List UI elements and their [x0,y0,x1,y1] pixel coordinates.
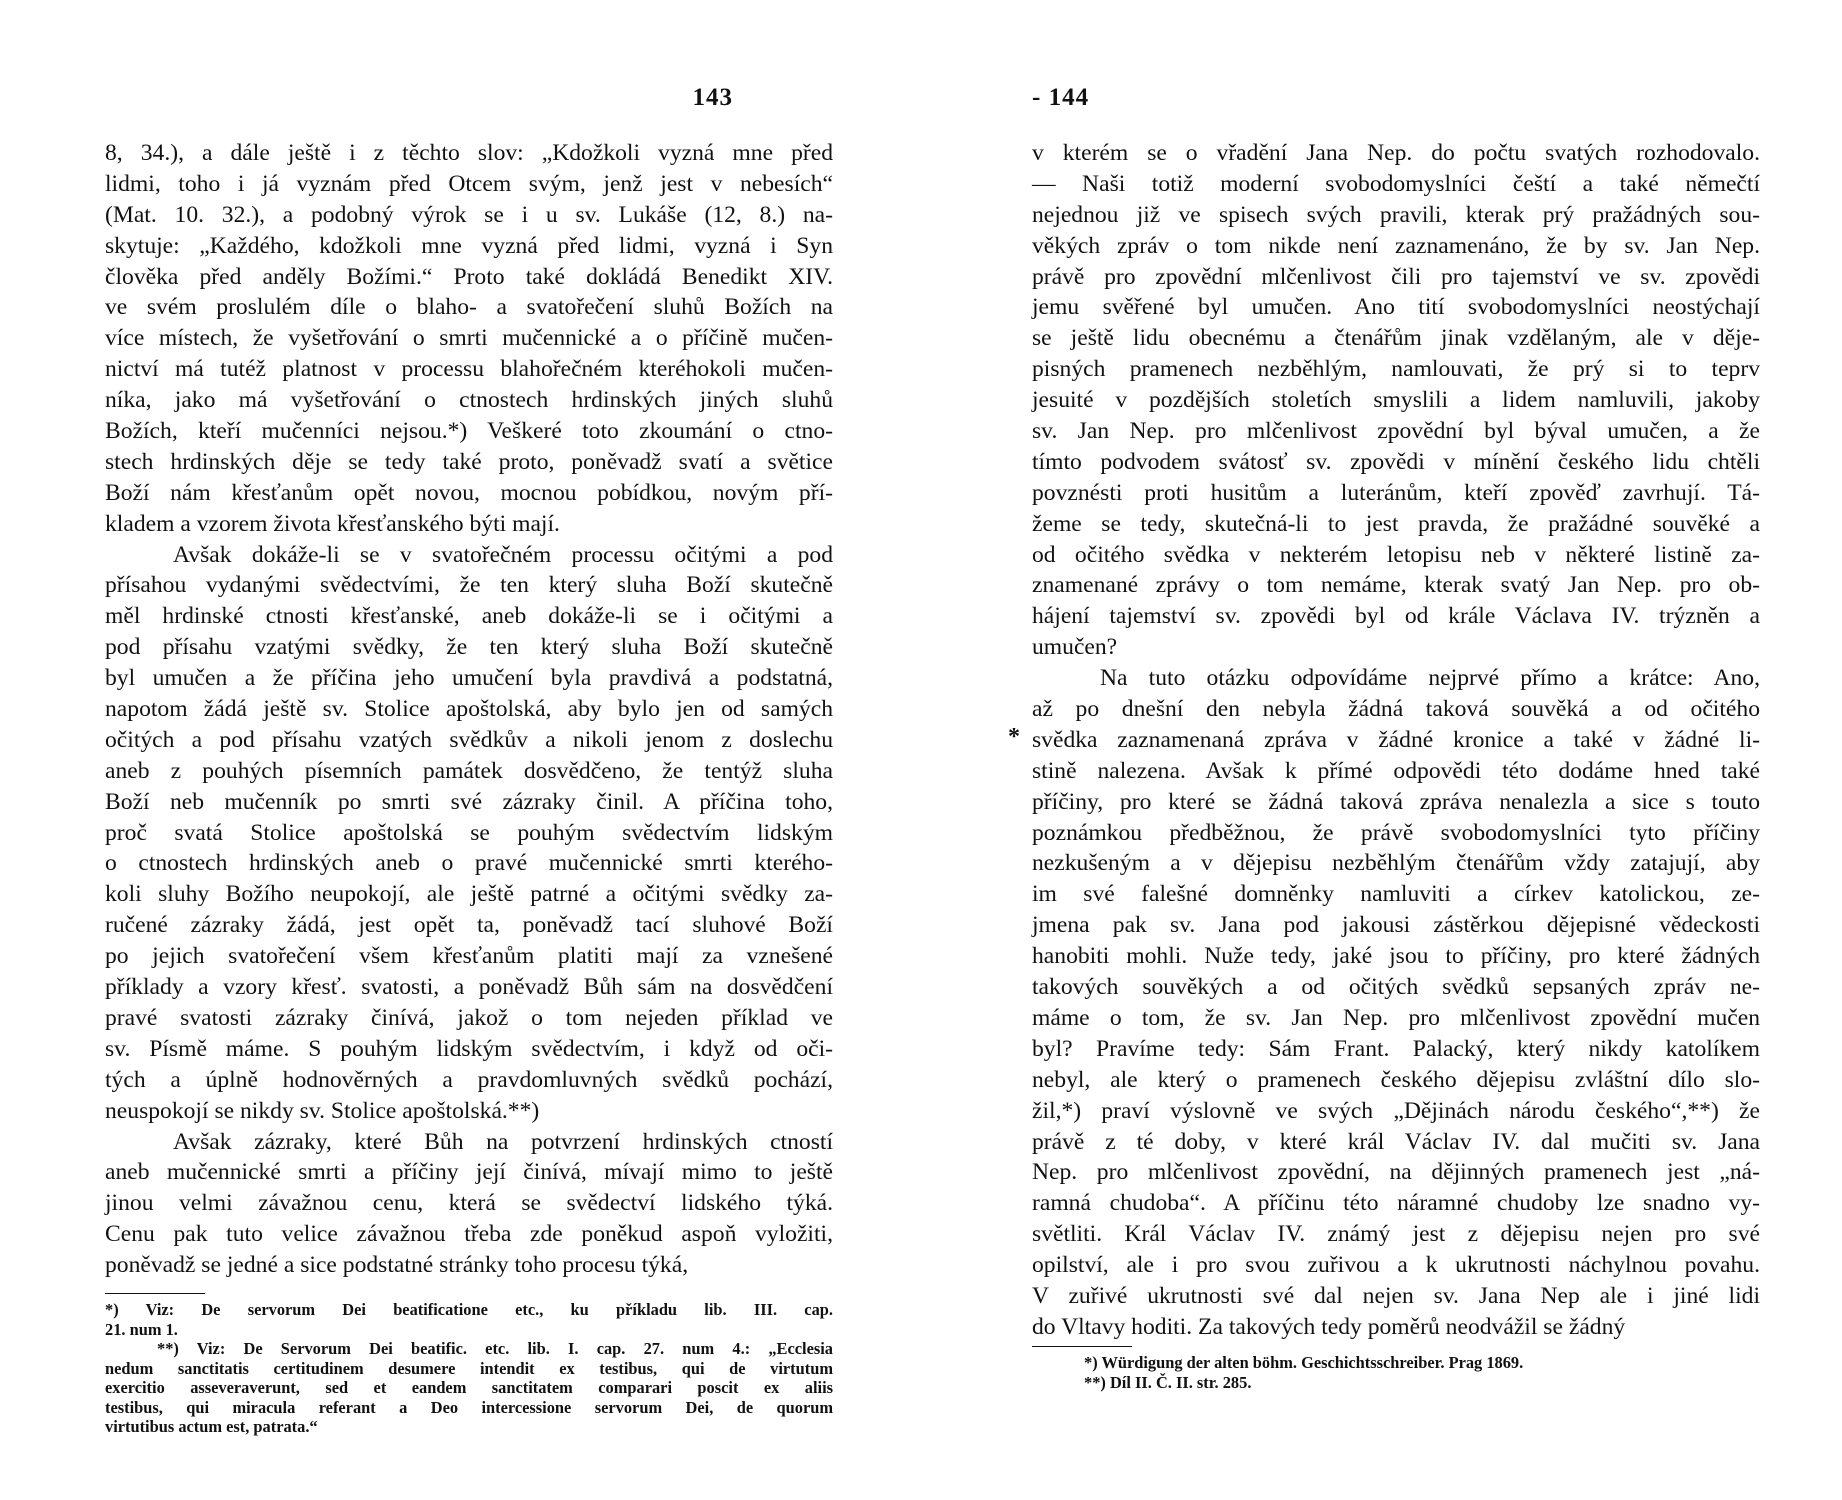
text-line: nejednou již ve spisech svých pravili, kterak prý pražádných sou- [1032,201,1760,228]
text-line: se ještě lidu obecnému a čtenářům jinak vzdělaným, ale v děje- [1032,325,1760,352]
text-line: sv. Jan Nep. pro mlčenlivost zpovědní byl býval umučen, a že [1032,418,1760,445]
text-line: tímto podvodem svátosť sv. zpovědi v mínění českého lidu chtěli [1032,448,1760,475]
text-line: pisných pramenech nezběhlým, namlouvati, že prý si to teprv [1032,356,1760,383]
text-line: Nep. pro mlčenlivost zpovědní, na dějinných pramenech jest „ná- [1032,1159,1760,1186]
text-line: kladem a vzorem života křesťanského býti mají. [105,510,560,537]
text-line: nebyl, ale který o pramenech českého dějepisu zvláštní dílo slo- [1032,1066,1760,1093]
text-line: Božích, kteří mučenníci nejsou.*) Veškeré toto zkoumání o ctno- [105,418,833,445]
text-line: byl? Pravíme tedy: Sám Frant. Palacký, který nikdy katolíkem [1032,1035,1760,1062]
page-number: - 144 [1032,84,1090,111]
text-line: žil,*) praví výslovně ve svých „Dějinách národu českého“,**) že [1032,1097,1760,1124]
footnote-line: **) Díl II. Č. II. str. 285. [1084,1372,1252,1392]
text-line: Boží nám křesťanům opět novou, mocnou pobídkou, novým pří- [105,479,833,506]
text-line: po jejich svatořečení všem křesťanům platiti mají za vznešené [105,943,833,970]
footnote-line: nedum sanctitatis certitudinem desumere intendit ex testibus, qui de virtutum [105,1358,833,1378]
text-line: věkých zpráv o tom nikde není zaznamenáno, že by sv. Jan Nep. [1032,232,1760,259]
footnote-line: exercitio asseveraverunt, sed et eandem sanctitatem comparari poscit ex aliis [105,1378,833,1397]
text-line: měl hrdinské ctnosti křesťanské, aneb dokáže-li se i očitými a [105,603,833,630]
text-line: hanobiti mohli. Nuže tedy, jaké jsou to příčiny, pro které žádných [1032,943,1760,970]
text-line: aneb z pouhých písemních památek dosvědčeno, že tentýž sluha [105,757,833,784]
text-line: máme o tom, že sv. Jan Nep. pro mlčenlivost zpovědní mučen [1032,1004,1760,1031]
text-line: neuspokojí se nikdy sv. Stolice apoštolská.**) [105,1097,540,1124]
text-line: poznámkou předběžnou, že právě svobodomyslníci tyto příčiny [1032,819,1760,846]
text-line: člověka před anděly Božími.“ Proto také dokládá Benedikt XIV. [105,263,833,290]
footnote-line: *) Viz: De servorum Dei beatificatione etc., ku příkladu lib. III. cap. [105,1300,833,1319]
text-line: právě pro zpovědní mlčenlivost čili pro tajemství ve sv. zpovědi [1032,263,1760,290]
footnote-line: virtutibus actum est, patrata.“ [105,1417,318,1436]
text-line: světliti. Král Václav IV. známý jest z dějepisu nejen pro své [1032,1221,1760,1248]
text-line: přísahou vydanými svědectvími, že ten který sluha Boží skutečně [105,572,833,599]
text-line: ramná chudoba“. A příčinu této náramné chudoby lze snadno vy- [1032,1190,1760,1217]
text-line: takových souvěkých a od očitých svědků sepsaných zpráv ne- [1032,974,1760,1001]
text-line: až po dnešní den nebyla žádná taková souvěká a od očitého [1032,696,1760,723]
text-line: žeme se tedy, skutečná-li to jest pravda, že pražádné souvěké a [1032,510,1760,537]
text-line: více místech, že vyšetřování o smrti mučennické a o příčině mučen- [105,325,833,352]
text-line: 8, 34.), a dále ještě i z těchto slov: „Kdožkoli vyzná mne před [105,140,833,166]
text-line: ve svém proslulém díle o blaho- a svatořečení sluhů Božích na [105,294,833,321]
text-line: sv. Písmě máme. S pouhým lidským svědectvím, i když od oči- [105,1035,833,1062]
text-line: skytuje: „Každého, kdožkoli mne vyzná před lidmi, vyzná i Syn [105,232,833,259]
text-line: povznésti proti husitům a luteránům, kteří zpověď zavrhují. Tá- [1032,479,1760,506]
footnote-line: 21. num 1. [105,1319,178,1339]
body-text [1032,138,1760,1343]
text-line: od očitého svědka v nekterém letopisu neb v některé listině za- [1032,541,1760,568]
text-line: nezkušeným a v dějepisu nezběhlým čtenářům vždy zatajují, aby [1032,850,1760,877]
text-line: příčiny, pro které se žádná taková zpráva nenalezla a sice s touto [1032,788,1760,815]
text-line: právě z té doby, v které král Václav IV. dal mučiti sv. Jana [1032,1128,1760,1155]
text-line: očitých a pod přísahu vzatých svědkův a nikoli jenom z doslechu [105,726,833,753]
text-line: Avšak dokáže-li se v svatořečném processu očitými a pod [173,541,833,568]
text-line: pravé svatosti zázraky činívá, jakož o tom nejeden příklad ve [105,1004,833,1031]
text-line: jinou velmi závažnou cenu, která se svědectví lidského týká. [105,1190,833,1217]
text-line: stech hrdinských děje se tedy také proto, poněvadž svatí a světice [105,448,833,475]
text-line: znamenané zprávy o tom nemáme, kterak svatý Jan Nep. pro ob- [1032,572,1760,599]
footnotes [1032,1346,1760,1392]
text-line: jmena pak sv. Jana pod jakousi zástěrkou dějepisné vědeckosti [1032,912,1760,939]
text-line: ručené zázraky žádá, jest opět ta, poněvadž tací sluhové Boží [105,912,833,939]
text-line: Na tuto otázku odpovídáme nejprvé přímo a krátce: Ano, [1100,665,1760,692]
text-line: poněvadž se jedné a sice podstatné stránky toho procesu týká, [105,1252,689,1279]
text-line: jemu svěřené byl umučen. Ano tití svobodomyslníci neostýchají [1032,294,1760,321]
text-line: v kterém se o vřadění Jana Nep. do počtu svatých rozhodovalo. [1032,140,1760,166]
page-number: 143 [692,84,733,111]
text-line: do Vltavy hoditi. Za takových tedy poměrů neodvážil se žádný [1032,1313,1626,1340]
text-line: im své falešné domněnky namluviti a církev katolickou, ze- [1032,881,1760,908]
text-line: jesuité v pozdějších stoletích smyslili a lidem namluvili, jakoby [1032,387,1760,414]
footnote-rule [105,1293,205,1294]
text-line: stině nalezena. Avšak k přímé odpovědi této dodáme hned také [1032,757,1760,784]
text-line: proč svatá Stolice apoštolská se pouhým svědectvím lidským [105,819,833,846]
text-line: byl umučen a že příčina jeho umučení byla pravdivá a podstatná, [105,665,833,692]
text-line: hájení tajemství sv. zpovědi byl od krále Václava IV. trýzněn a [1032,603,1760,630]
text-line: nictví má tutéž platnost v processu blahořečném kteréhokoli mučen- [105,356,833,383]
text-line: Cenu pak tuto velice závažnou třeba zde poněkud aspoň vyložiti, [105,1221,833,1248]
footnotes [105,1293,833,1437]
text-line: lidmi, toho i já vyznám před Otcem svým, jenž jest v nebesích“ [105,170,833,197]
text-line: svědka zaznamenaná zpráva v žádné kronice a také v žádné li- [1032,726,1760,753]
text-line: Boží neb mučenník po smrti své zázraky činil. A příčina toho, [105,788,833,815]
footnote-line: testibus, qui miracula referant a Deo intercessione servorum Dei, de quorum [105,1397,833,1417]
text-line: — Naši totiž moderní svobodomyslníci čeští a také němečtí [1032,170,1760,197]
footnote-rule [1032,1346,1132,1347]
text-line: aneb mučennické smrti a příčiny její činívá, mívají mimo to ještě [105,1159,833,1186]
text-line: napotom žádá ještě sv. Stolice apoštolská, aby bylo jen od samých [105,696,833,723]
text-line: opilství, ale i pro svou zuřivou a k ukrutnosti náchylnou povahu. [1032,1252,1760,1279]
footnote-line: *) Würdigung der alten böhm. Geschichtsschreiber. Prag 1869. [1084,1353,1524,1372]
text-line: koli sluhy Božího neupokojí, ale ještě patrné a očitými svědky za- [105,881,833,908]
text-line: V zuřivé ukrutnosti své dal nejen sv. Jana Nep ale i jiné lidi [1032,1282,1760,1309]
body-text [105,138,833,1281]
text-line: tých a úplně hodnověrných a pravdomluvných svědků pochází, [105,1066,833,1093]
text-line: příklady a vzory křesť. svatosti, a poněvadž Bůh sám na dosvědčení [105,974,833,1001]
margin-asterisk: * [1008,724,1020,750]
text-line: pod přísahu vzatými svědky, že ten který sluha Boží skutečně [105,634,833,661]
text-line: umučen? [1032,634,1118,661]
text-line: níka, jako má vyšetřování o ctnostech hrdinských jiných sluhů [105,387,833,414]
text-line: Avšak zázraky, které Bůh na potvrzení hrdinských ctností [173,1128,833,1155]
footnote-line: **) Viz: De Servorum Dei beatific. etc. lib. I. cap. 27. num 4.: „Ecclesia [157,1339,833,1358]
text-line: o ctnostech hrdinských aneb o pravé mučennické smrti kterého- [105,850,833,877]
text-line: (Mat. 10. 32.), a podobný výrok se i u sv. Lukáše (12, 8.) na- [105,201,833,228]
